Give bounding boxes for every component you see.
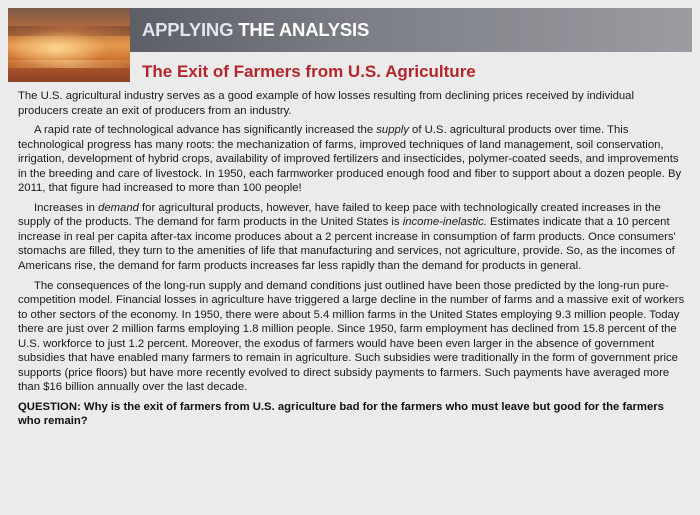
paragraph-intro: The U.S. agricultural industry serves as a good example of how losses resulting from declining prices received by individual producers create an exit of producers from an industry. xyxy=(18,90,634,117)
paragraph-text: Increases in xyxy=(34,201,99,214)
section-banner xyxy=(130,8,692,52)
paragraph-text: Estimates indicate that a 10 percent increase in real per capita after-tax income produces about a 2 percent increase in consumption of farm products. Once consumers' stomachs are filled, they turn to the amenities of life that manufacturing and services, not agriculture, provide. So, as the incomes of Americans rise, the demand for farm products increases far less rapidly than the demand for products in general. xyxy=(18,216,676,273)
banner-label-applying: APPLYING xyxy=(142,19,234,40)
question-prompt: QUESTION: Why is the exit of farmers from U.S. agriculture bad for the farmers who must leave but good for the farmers who remain? xyxy=(18,400,664,428)
banner-label xyxy=(142,19,369,41)
paragraph-text: A rapid rate of technological advance has significantly increased the xyxy=(34,124,377,137)
paragraph-demand xyxy=(18,201,686,274)
paragraph-consequences: The consequences of the long-run supply and demand conditions just outlined have been those predicted by the long-run pure-competition model. Financial losses in agriculture have triggered a large decline in the number of farms and a massive exit of workers to other sectors of the economy. In 1950, there were about 5.4 million farms in the United States employing 9.3 million people. Today there are just over 2 million farms employing 1.8 million people. Since 1950, farm employment has declined from 15.8 percent of the U.S. workforce to just 1.2 percent. Moreover, the exodus of farmers would have been even larger in the absence of government subsidies that have enabled many farmers to remain in agriculture. Such subsidies were traditionally in the form of government price supports (price floors) but have more recently evolved to direct subsidy payments to farmers. Such payments have averaged more than $16 billion annually over the last decade. xyxy=(18,279,685,394)
paragraph-supply xyxy=(18,123,686,196)
emphasis-demand: demand xyxy=(98,201,139,214)
emphasis-supply: supply xyxy=(376,124,409,137)
emphasis-income-inelastic: income-inelastic. xyxy=(402,216,487,229)
banner-label-analysis: THE ANALYSIS xyxy=(233,19,370,40)
article-title: The Exit of Farmers from U.S. Agriculture xyxy=(142,62,476,81)
article-body xyxy=(18,89,686,434)
paragraph-text: for agricultural products, however, have failed to keep pace with technologically created increases in the supply of the products. The demand for farm products in the United States is xyxy=(18,201,661,229)
paragraph-text: of U.S. agricultural products over time. This technological progress has many roots: the mechanization of farms, improved techniques of land management, soil conservation, irrigation, development of hybrid crops, availability of improved fertilizers and insecticides, polymer-coated seeds, and improvements in the breeding and care of livestock. In 1950, each farmworker produced enough food and fiber to support about a dozen people. By 2011, that figure had increased to more than 100 people! xyxy=(18,124,682,195)
sunset-field-photo xyxy=(8,8,130,82)
